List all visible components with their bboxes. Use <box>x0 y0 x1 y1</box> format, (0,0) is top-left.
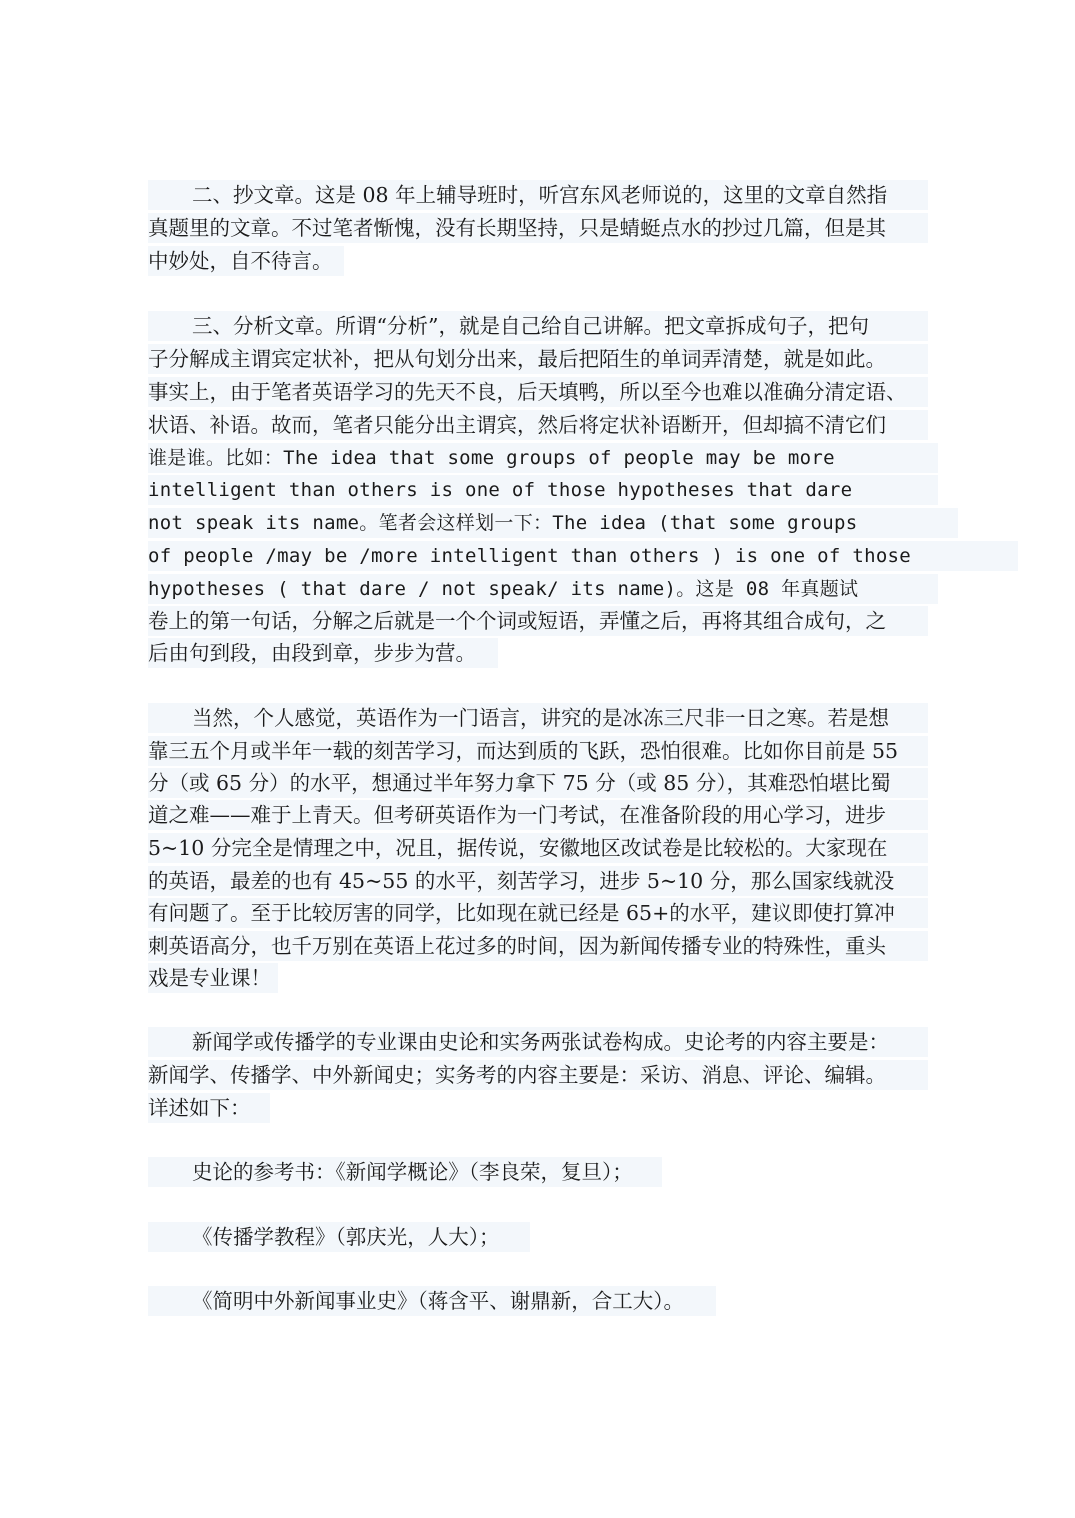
text-line: 当然，个人感觉，英语作为一门语言，讲究的是冰冻三尺非一日之寒。若是想 <box>148 703 928 733</box>
text-line: 状语、补语。故而，笔者只能分出主谓宾，然后将定状补语断开，但却搞不清它们 <box>148 410 928 440</box>
reference-book-line: 《传播学教程》（郭庆光，人大）； <box>148 1222 530 1252</box>
text-line: 新闻学、传播学、中外新闻史；实务考的内容主要是：采访、消息、评论、编辑。 <box>148 1060 928 1090</box>
text-line: 详述如下： <box>148 1093 270 1123</box>
text-line: 卷上的第一句话，分解之后就是一个个词或短语，弄懂之后，再将其组合成句，之 <box>148 606 928 636</box>
text-line: 靠三五个月或半年一载的刻苦学习，而达到质的飞跃，恐怕很难。比如你目前是 55 <box>148 736 928 766</box>
text-line: not speak its name。笔者会这样划一下：The idea (that some groups <box>148 508 958 538</box>
text-line: 道之难——难于上青天。但考研英语作为一门考试，在准备阶段的用心学习，进步 <box>148 800 928 830</box>
reference-book-line: 史论的参考书：《新闻学概论》（李良荣，复旦）； <box>148 1157 662 1187</box>
text-line: 真题里的文章。不过笔者惭愧，没有长期坚持，只是蜻蜓点水的抄过几篇，但是其 <box>148 213 928 243</box>
text-line: 三、分析文章。所谓“分析”，就是自己给自己讲解。把文章拆成句子，把句 <box>148 311 928 341</box>
reference-book-line: 《简明中外新闻事业史》（蒋含平、谢鼎新，合工大）。 <box>148 1286 716 1316</box>
text-line: 刺英语高分，也千万别在英语上花过多的时间，因为新闻传播专业的特殊性，重头 <box>148 931 928 961</box>
text-line: 的英语，最差的也有 45~55 的水平，刻苦学习，进步 5~10 分，那么国家线就没 <box>148 866 928 896</box>
text-line: 后由句到段，由段到章，步步为营。 <box>148 638 498 668</box>
text-line: of people /may be /more intelligent than others ) is one of those <box>148 541 1018 571</box>
text-line: 分（或 65 分）的水平，想通过半年努力拿下 75 分（或 85 分），其难恐怕堪比蜀 <box>148 768 928 798</box>
text-line: hypotheses ( that dare / not speak/ its name)。这是 08 年真题试 <box>148 574 938 604</box>
text-line: 戏是专业课！ <box>148 963 278 993</box>
text-line: intelligent than others is one of those hypotheses that dare <box>148 475 938 505</box>
text-line: 中妙处，自不待言。 <box>148 246 344 276</box>
text-line: 新闻学或传播学的专业课由史论和实务两张试卷构成。史论考的内容主要是： <box>148 1027 928 1057</box>
text-line: 子分解成主谓宾定状补，把从句划分出来，最后把陌生的单词弄清楚，就是如此。 <box>148 344 928 374</box>
text-line: 事实上，由于笔者英语学习的先天不良，后天填鸭，所以至今也难以准确分清定语、 <box>148 377 928 407</box>
text-line: 二、抄文章。这是 08 年上辅导班时，听宫东风老师说的，这里的文章自然指 <box>148 180 928 210</box>
text-line: 谁是谁。比如：The idea that some groups of people may be more <box>148 443 938 473</box>
text-line: 5~10 分完全是情理之中，况且，据传说，安徽地区改试卷是比较松的。大家现在 <box>148 833 928 863</box>
text-line: 有问题了。至于比较厉害的同学，比如现在就已经是 65+的水平，建议即使打算冲 <box>148 898 928 928</box>
